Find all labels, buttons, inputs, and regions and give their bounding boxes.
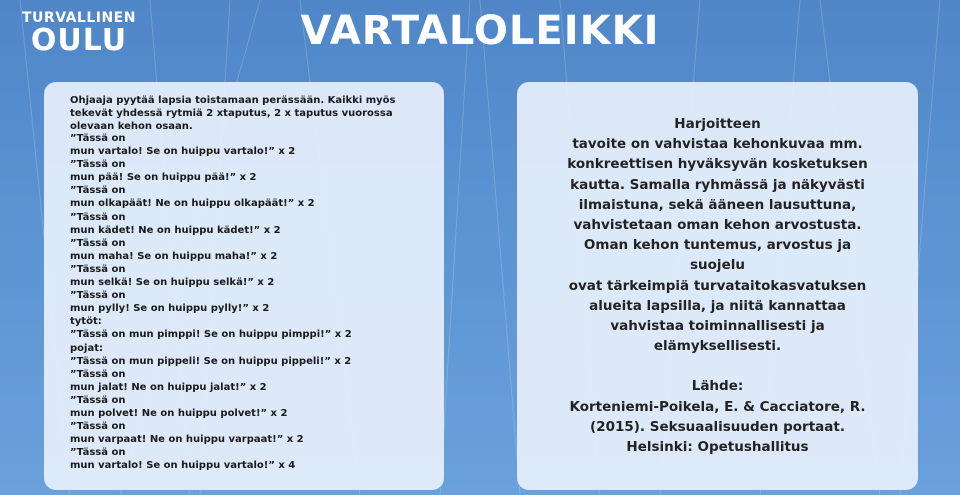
verse-line: ”Tässä on — [70, 290, 126, 302]
verse-line: ”Tässä on mun pippeli! Se on huippu pippeli!” x 2 — [70, 355, 352, 367]
verse-line: mun pää! Se on huippu pää!” x 2 — [70, 172, 257, 184]
verse-line: ”Tässä on — [70, 421, 126, 433]
logo-big-text: OULU — [30, 23, 128, 58]
verse-line: ”Tässä on — [70, 133, 126, 144]
goal-line: elämyksellisesti. — [653, 338, 782, 355]
source-lines — [527, 376, 908, 457]
goal-line: konkreettisen hyväksyvän kosketuksen — [567, 156, 868, 173]
verse-line: mun polvet! Ne on huippu polvet!” x 2 — [70, 407, 288, 419]
verse-line: mun varpaat! Ne on huippu varpaat!” x 2 — [70, 434, 304, 446]
verse-line: mun jalat! Ne on huippu jalat!” x 2 — [70, 381, 267, 393]
goal-line: ilmaistuna, sekä ääneen lausuttuna, — [578, 196, 857, 213]
verse-line: tytöt: — [70, 316, 102, 328]
goal-line: tavoite on vahvistaa kehonkuvaa mm. — [572, 136, 863, 153]
goal-line: Oman kehon tuntemus, arvostus ja — [583, 237, 852, 254]
intro-text: Ohjaaja pyytää lapsia toistamaan perässään. Kaikki myös tekevät yhdessä rytmiä 2 xtaputus, 2 x taputus vuorossa olevaan kehon osaan. — [70, 95, 396, 132]
goal-line: suojelu — [690, 257, 745, 274]
verse-list — [70, 132, 430, 472]
verse-line: ”Tässä on — [70, 263, 126, 275]
verse-line: ”Tässä on — [70, 368, 126, 380]
verse-line: ”Tässä on — [70, 447, 126, 459]
verse-line: mun selkä! Se on huippu selkä!” x 2 — [70, 277, 275, 289]
goal-line: vahvistetaan oman kehon arvostusta. — [573, 217, 862, 234]
verse-line: ”Tässä on — [70, 159, 126, 171]
goal-line: alueita lapsilla, ja niitä kannattaa — [589, 297, 846, 314]
instructions-panel — [44, 82, 444, 490]
verse-line: mun kädet! Ne on huippu kädet!” x 2 — [70, 224, 281, 236]
verse-line: ”Tässä on mun pimppi! Se on huippu pimppi!” x 2 — [70, 329, 352, 341]
goal-line: kautta. Samalla ryhmässä ja näkyvästi — [570, 176, 865, 193]
verse-line: pojat: — [70, 342, 103, 354]
goal-panel — [517, 82, 918, 490]
verse-line: ”Tässä on — [70, 185, 126, 197]
goal-line: vahvistaa toiminnallisesti ja — [610, 318, 825, 335]
verse-line: mun maha! Se on huippu maha!” x 2 — [70, 250, 278, 262]
goal-line: ovat tärkeimpiä turvataitokasvatuksen — [568, 277, 867, 294]
verse-line: mun vartalo! Se on huippu vartalo!” x 4 — [70, 460, 296, 472]
source-line: Lähde: — [691, 378, 744, 395]
verse-line: mun vartalo! Se on huippu vartalo!” x 2 — [70, 146, 296, 158]
source-line: (2015). Seksuaalisuuden portaat. — [590, 418, 845, 435]
goal-text — [527, 114, 908, 457]
verse-line: ”Tässä on — [70, 394, 126, 406]
verse-line: mun pylly! Se on huippu pylly!” x 2 — [70, 303, 270, 315]
verse-line: ”Tässä on — [70, 211, 126, 223]
verse-line: ”Tässä on — [70, 237, 126, 249]
goal-line: Harjoitteen — [674, 116, 761, 132]
source-line: Korteniemi-Poikela, E. & Cacciatore, R. — [569, 398, 866, 415]
page-title: VARTALOLEIKKI — [300, 8, 660, 54]
source-line: Helsinki: Opetushallitus — [626, 439, 809, 456]
goal-lines — [527, 114, 908, 356]
verse-line: mun olkapäät! Ne on huippu olkapäät!” x 2 — [70, 198, 315, 210]
logo-top-text: TURVALLINEN — [22, 10, 136, 26]
